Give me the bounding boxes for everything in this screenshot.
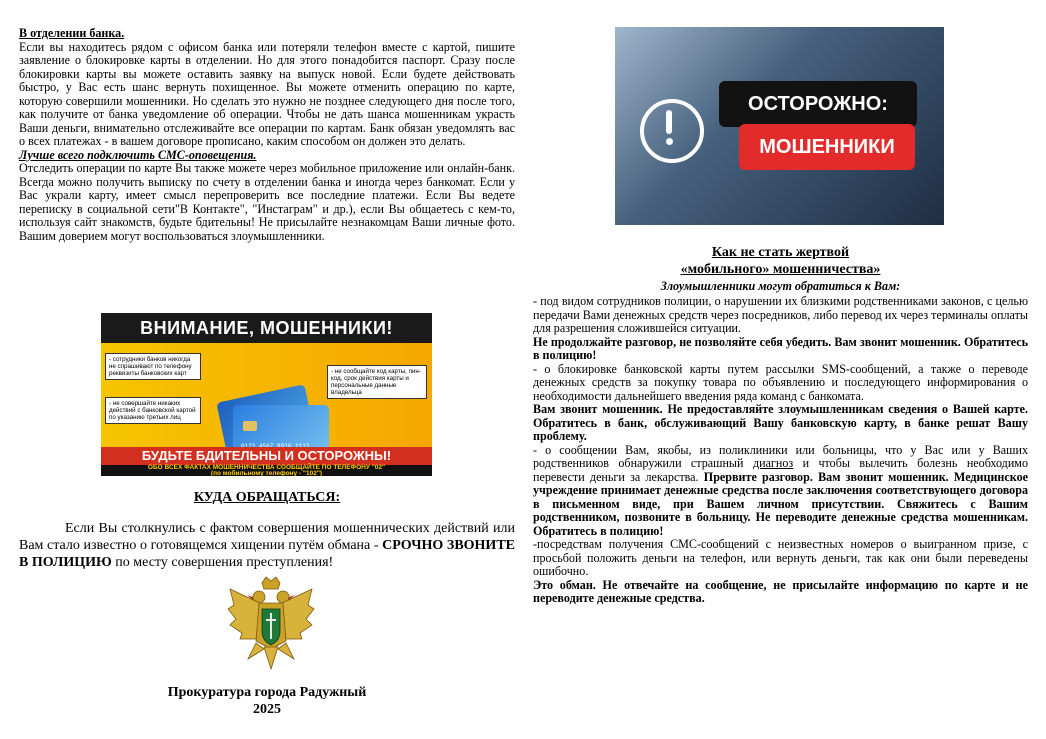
organization-year: 2025 [253, 702, 281, 717]
right-title-line2: «мобильного» мошенничества» [680, 262, 881, 277]
paragraph-sms: Отследить операции по карте Вы также можете через мобильное приложение или онлайн-банк. Всегда можно получить выписку по счету в отделении банка и иногда через банкомат. Если у Вас украли карту, имеет смысл перепроверить все последние платежи. Если Вы ведете переписку в социальной сети"В Контакте", "Инстаграм" и др.), если Вы общаетесь с кем-то, используя сайт знакомств, будьте бдительны! Не присылайте незнакомцам Ваши личные фото. Вашим доверием могут воспользоваться злоумышленники. [19, 161, 515, 243]
scenario-police: - под видом сотрудников полиции, о нарушении их близкими родственниками законов, с целью передачи Вами денежных средств через посредников, либо перевод их через терминалы оплаты для разрешения сложившейся ситуации. [533, 294, 1028, 335]
advice-hospital: Прервите разговор. Вам звонит мошенник. Медицинское учреждение принимает денежные средства после заключения соответствующего договора в письменном виде, при Вашем личном присутствии. Свяжитесь с Вашим родственником, позвоните в больницу. Не переводите денежные средства мошенникам. Обратитесь в полицию! [533, 469, 1028, 538]
banner-tip-3: - не сообщайте код карты, пин-код, срок действия карты и персональные данные владельца [327, 365, 427, 399]
scenario-hospital: - о сообщении Вам, якобы, из поликлиники или больницы, что у Вас или у Ваших родственников обнаружили страшный диагноз и чтобы вылечить болезнь необходимо перевести деньги за лекарства. Прервите разговор. Вам звонит мошенник. Медицинское учреждение принимает денежные средства после заключения соответствующего договора в письменном виде, при Вашем личном присутствии. Свяжитесь с Вашим родственником, позвоните в больницу. Не переводите денежные средства мошенникам. Обратитесь в полицию! [533, 442, 1029, 538]
banner-footer-line1: ОБО ВСЕХ ФАКТАХ МОШЕННИЧЕСТВА СООБЩАЙТЕ ПО ТЕЛЕФОНУ "02" [147, 464, 386, 471]
banner-title: ВНИМАНИЕ, МОШЕННИКИ! [101, 313, 432, 343]
organization-name: Прокуратура города Радужный [167, 685, 367, 700]
where-to-apply-text: Если Вы столкнулись с фактом совершения мошеннических действий или Вам стало известно о готовящемся хищении путём обмана - СРОЧНО ЗВОНИТЕ В ПОЛИЦИЮ по месту совершения преступления! [19, 521, 515, 570]
heading-sms: Лучше всего подключить СМС-оповещения. [19, 147, 257, 162]
right-subtitle: Злоумышленники могут обратиться к Вам: [660, 279, 901, 293]
left-column [19, 27, 515, 243]
right-body [533, 295, 1028, 606]
advice-police: Не продолжайте разговор, не позволяйте себя убедить. Вам звонит мошенник. Обратитесь в полицию! [533, 334, 1028, 362]
exclamation-icon [640, 99, 704, 163]
banner-tip-1: - сотрудники банков никогда не спрашивают по телефону реквизиты банковских карт [105, 353, 201, 380]
caution-fraudsters-banner [615, 27, 944, 225]
banner-footer [101, 465, 432, 476]
paragraph-bank-office: Если вы находитесь рядом с офисом банка или потеряли телефон вместе с картой, пишите заявление о блокировке карты в отделении. Но для этого понадобится паспорт. Сразу после блокировки карты вы можете оставить заявку на выпуск новой. Если будете действовать быстро, у Вас есть шанс вернуть похищенное. Вы можете отменить операцию по карте, которую совершили мошенники. Но сделать это нужно не позднее следующего дня после того, как получите от банка уведомление об операции. Чтобы не дать шанса мошенникам украсть Ваши деньги, внимательно отслеживайте все операции по картам. Банк обязан уведомлять вас о всех платежах - в вашем договоре прописано, каким способом он должен это делать. [19, 39, 515, 148]
scenario-prize: -посредствам получения СМС-сообщений с неизвестных номеров о выигранном призе, с просьбой положить деньги на телефон, или вернуть деньги, так как они были переведены ошибочно. [533, 537, 1028, 578]
right-title [533, 244, 1028, 278]
right-title-line1: Как не стать жертвой [711, 245, 850, 260]
banner-warning: БУДЬТЕ БДИТЕЛЬНЫ И ОСТОРОЖНЫ! [101, 447, 432, 465]
scenario-card-block: - о блокировке банковской карты путем рассылки SMS-сообщений, а также о переводе денежных средств за покупку товара по объявлению и последующего информирования о необходимости дальнейшего введения ряда команд с банкомата. [533, 361, 1028, 403]
advice-prize: Это обман. Не отвечайте на сообщение, не присылайте информацию по карте и не переводите денежные средства. [533, 577, 1028, 605]
where-to-apply-title: КУДА ОБРАЩАТЬСЯ: [193, 490, 341, 505]
banner-tip-2: - не совершайте никаких действий с банковской картой по указанию третьих лиц [105, 397, 201, 424]
banner-caution-text: ОСТОРОЖНО: [719, 81, 917, 127]
warning-banner-fraud [101, 313, 432, 476]
call-police-emphasis: СРОЧНО ЗВОНИТЕ В ПОЛИЦИЮ [19, 538, 515, 570]
organization-footer [19, 684, 515, 718]
card-chip-icon [243, 421, 257, 431]
heading-bank-office: В отделении банка. [19, 26, 125, 40]
banner-footer-line2: (по мобильному телефону - "102") [210, 470, 323, 476]
banner-body [101, 343, 432, 447]
prosecutor-emblem-icon [226, 575, 316, 675]
banner-fraudsters-text: МОШЕННИКИ [739, 124, 915, 170]
advice-card-block: Вам звонит мошенник. Не предоставляйте злоумышленникам сведения о Вашей карте. Обратитесь в банк, обслуживающий Вашу банковскую карту, в банке решат Вашу проблему. [533, 402, 1028, 443]
